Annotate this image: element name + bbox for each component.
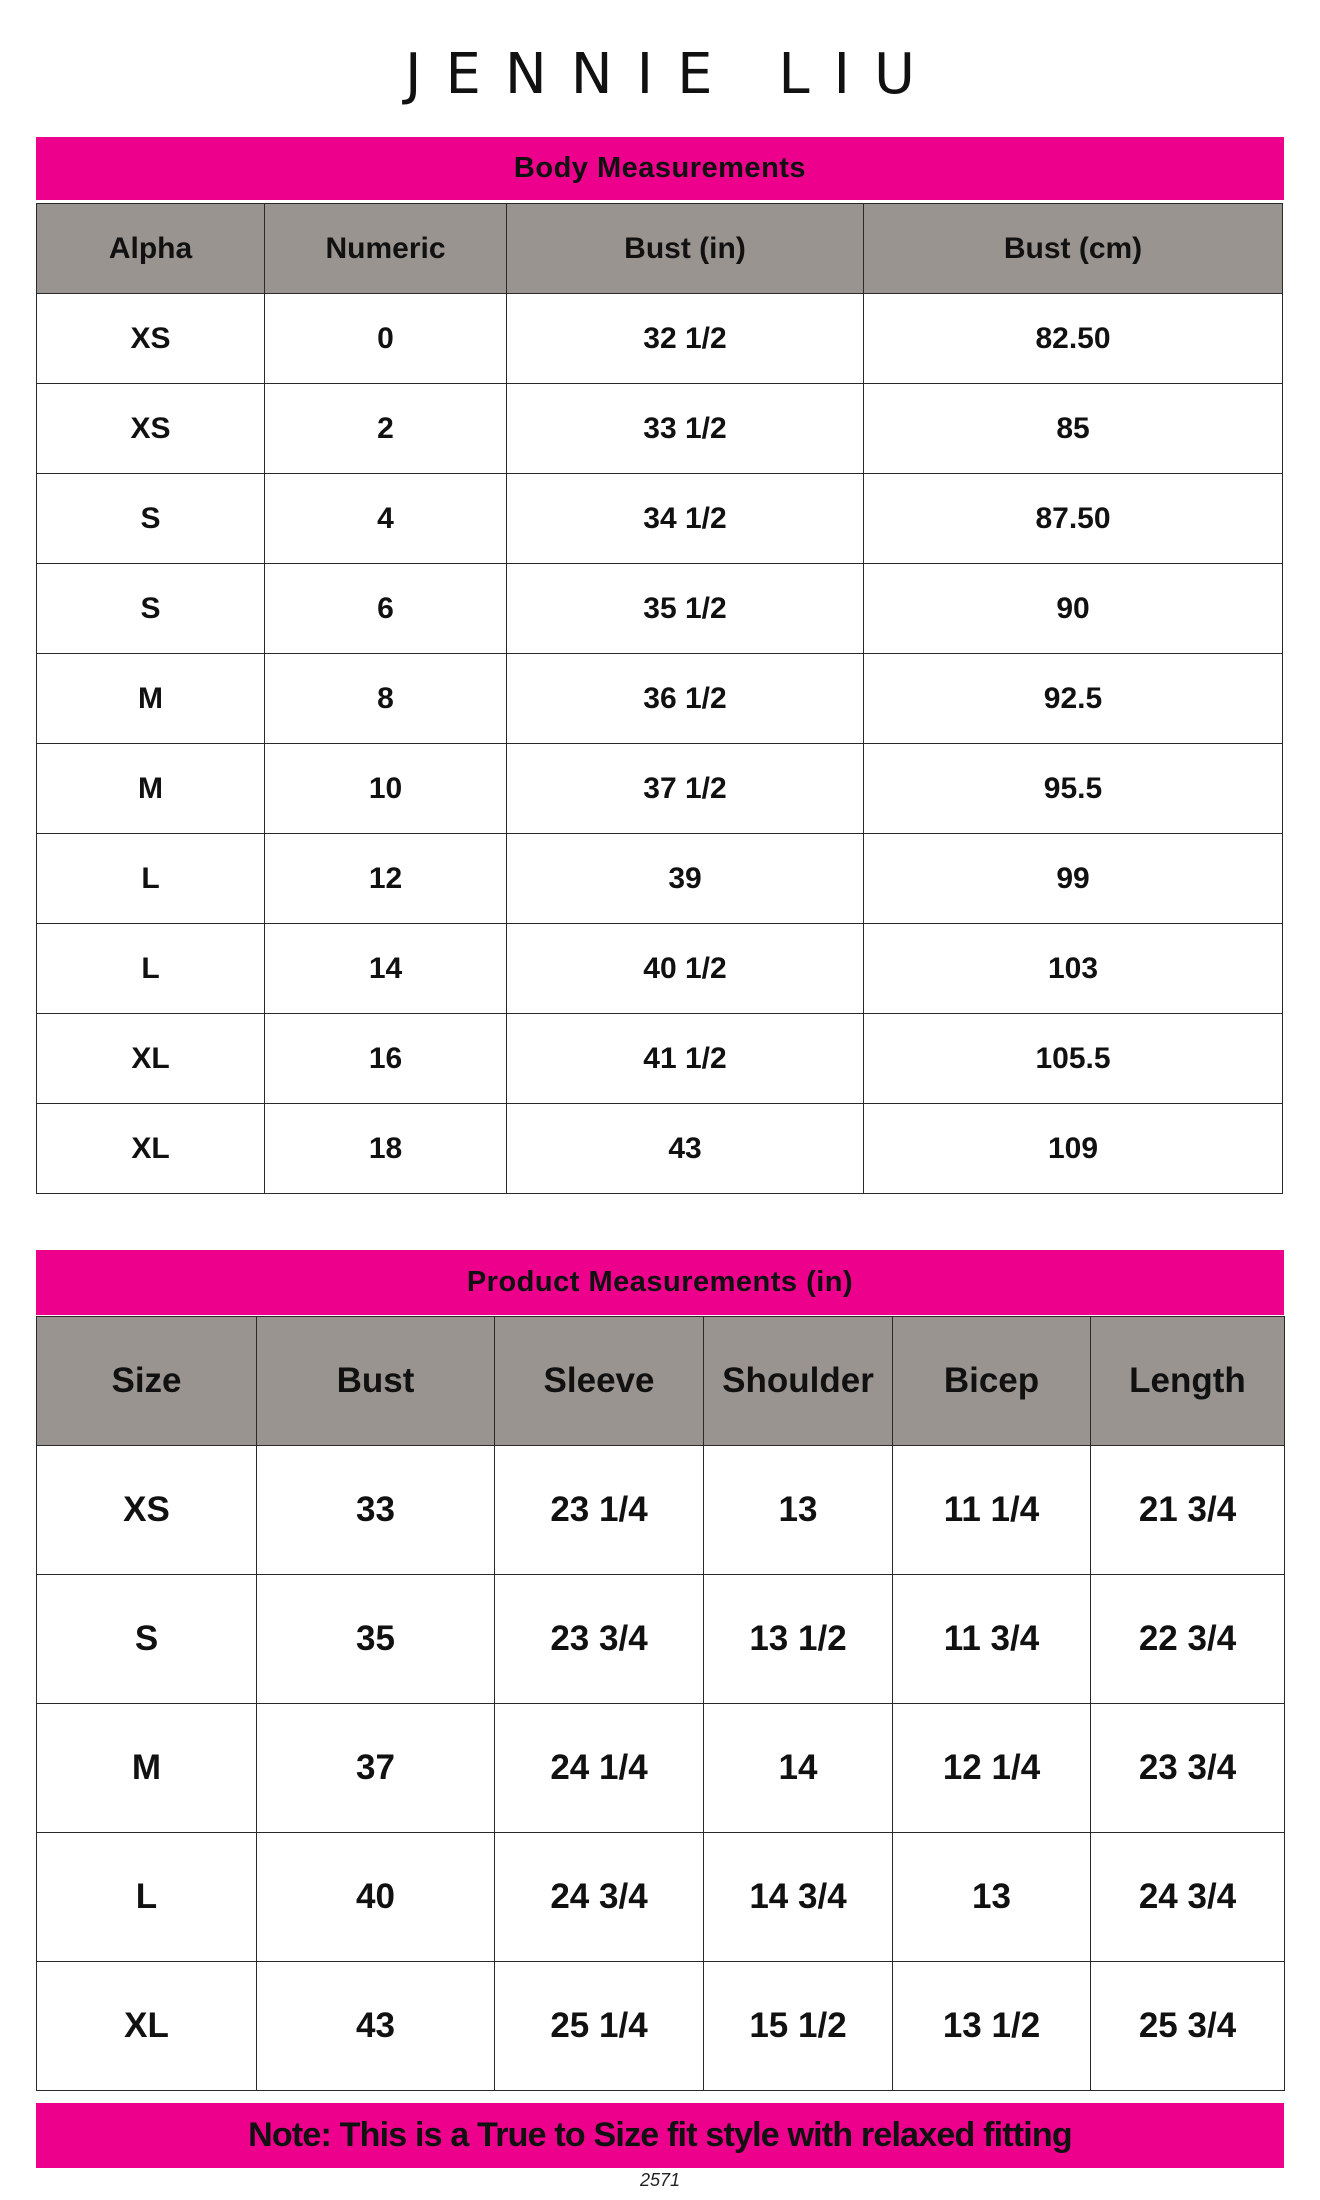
header-shoulder: Shoulder: [704, 1317, 893, 1446]
table-cell: 23 3/4: [495, 1575, 704, 1704]
header-bust: Bust: [257, 1317, 495, 1446]
table-cell: 0: [265, 294, 507, 384]
table-row: [37, 1575, 1285, 1704]
table-cell: M: [37, 1704, 257, 1833]
table-cell: 39: [507, 834, 864, 924]
table-row: [37, 1833, 1285, 1962]
body-measurements-table: [36, 203, 1283, 1194]
table-row: [37, 474, 1283, 564]
table-cell: 16: [265, 1014, 507, 1104]
table-row: [37, 654, 1283, 744]
table-cell: 13: [704, 1446, 893, 1575]
table-cell: 40 1/2: [507, 924, 864, 1014]
table-cell: 95.5: [864, 744, 1283, 834]
table-cell: 40: [257, 1833, 495, 1962]
table-cell: 21 3/4: [1091, 1446, 1285, 1575]
table-cell: 85: [864, 384, 1283, 474]
table-cell: 25 3/4: [1091, 1962, 1285, 2091]
header-bust-in: Bust (in): [507, 204, 864, 294]
table-cell: 103: [864, 924, 1283, 1014]
table-cell: 14 3/4: [704, 1833, 893, 1962]
table-header-row: [37, 204, 1283, 294]
table-cell: 8: [265, 654, 507, 744]
table-cell: 18: [265, 1104, 507, 1194]
table-cell: 13: [893, 1833, 1091, 1962]
table-cell: 32 1/2: [507, 294, 864, 384]
table-cell: 35: [257, 1575, 495, 1704]
table-row: [37, 744, 1283, 834]
table-cell: XL: [37, 1104, 265, 1194]
table-cell: 4: [265, 474, 507, 564]
brand-logo: JENNIE LIU: [404, 42, 940, 107]
body-measurements-rows: [37, 294, 1283, 1194]
table-cell: 33: [257, 1446, 495, 1575]
table-row: [37, 834, 1283, 924]
body-measurements-title: Body Measurements: [36, 137, 1284, 200]
table-row: [37, 1962, 1285, 2091]
product-measurements-title: Product Measurements (in): [36, 1250, 1284, 1315]
table-cell: 90: [864, 564, 1283, 654]
table-cell: 33 1/2: [507, 384, 864, 474]
table-cell: 34 1/2: [507, 474, 864, 564]
table-cell: 25 1/4: [495, 1962, 704, 2091]
table-cell: 99: [864, 834, 1283, 924]
product-measurements-table: [36, 1316, 1285, 2091]
table-cell: 14: [265, 924, 507, 1014]
table-cell: 43: [507, 1104, 864, 1194]
table-cell: 37: [257, 1704, 495, 1833]
fit-note: Note: This is a True to Size fit style with relaxed fitting: [36, 2103, 1284, 2168]
table-cell: 12 1/4: [893, 1704, 1091, 1833]
table-cell: 41 1/2: [507, 1014, 864, 1104]
table-cell: XL: [37, 1014, 265, 1104]
table-cell: 23 1/4: [495, 1446, 704, 1575]
table-cell: S: [37, 1575, 257, 1704]
table-cell: 13 1/2: [704, 1575, 893, 1704]
table-cell: 2: [265, 384, 507, 474]
table-cell: 6: [265, 564, 507, 654]
product-measurements-rows: [37, 1446, 1285, 2091]
table-cell: 11 1/4: [893, 1446, 1091, 1575]
table-cell: 13 1/2: [893, 1962, 1091, 2091]
table-cell: M: [37, 744, 265, 834]
table-header-row: [37, 1317, 1285, 1446]
table-row: [37, 384, 1283, 474]
table-cell: 10: [265, 744, 507, 834]
table-cell: M: [37, 654, 265, 744]
table-row: [37, 1446, 1285, 1575]
table-cell: 109: [864, 1104, 1283, 1194]
header-length: Length: [1091, 1317, 1285, 1446]
table-cell: L: [37, 1833, 257, 1962]
table-cell: 105.5: [864, 1014, 1283, 1104]
table-cell: 24 3/4: [495, 1833, 704, 1962]
header-bust-cm: Bust (cm): [864, 204, 1283, 294]
table-cell: 23 3/4: [1091, 1704, 1285, 1833]
table-cell: XS: [37, 294, 265, 384]
table-cell: 14: [704, 1704, 893, 1833]
style-code: 2571: [639, 2170, 681, 2190]
table-cell: 22 3/4: [1091, 1575, 1285, 1704]
table-row: [37, 1014, 1283, 1104]
table-row: [37, 1104, 1283, 1194]
table-cell: XL: [37, 1962, 257, 2091]
table-cell: 92.5: [864, 654, 1283, 744]
header-numeric: Numeric: [265, 204, 507, 294]
table-cell: L: [37, 924, 265, 1014]
table-cell: L: [37, 834, 265, 924]
table-cell: S: [37, 564, 265, 654]
table-row: [37, 1704, 1285, 1833]
table-cell: 43: [257, 1962, 495, 2091]
table-row: [37, 924, 1283, 1014]
header-sleeve: Sleeve: [495, 1317, 704, 1446]
header-bicep: Bicep: [893, 1317, 1091, 1446]
table-cell: 15 1/2: [704, 1962, 893, 2091]
table-cell: 12: [265, 834, 507, 924]
header-size: Size: [37, 1317, 257, 1446]
table-cell: 82.50: [864, 294, 1283, 384]
table-cell: XS: [37, 384, 265, 474]
table-cell: 87.50: [864, 474, 1283, 564]
table-row: [37, 564, 1283, 654]
table-cell: 24 1/4: [495, 1704, 704, 1833]
table-cell: 24 3/4: [1091, 1833, 1285, 1962]
table-cell: 11 3/4: [893, 1575, 1091, 1704]
header-alpha: Alpha: [37, 204, 265, 294]
table-cell: XS: [37, 1446, 257, 1575]
table-cell: 36 1/2: [507, 654, 864, 744]
table-cell: 35 1/2: [507, 564, 864, 654]
table-row: [37, 294, 1283, 384]
table-cell: S: [37, 474, 265, 564]
table-cell: 37 1/2: [507, 744, 864, 834]
